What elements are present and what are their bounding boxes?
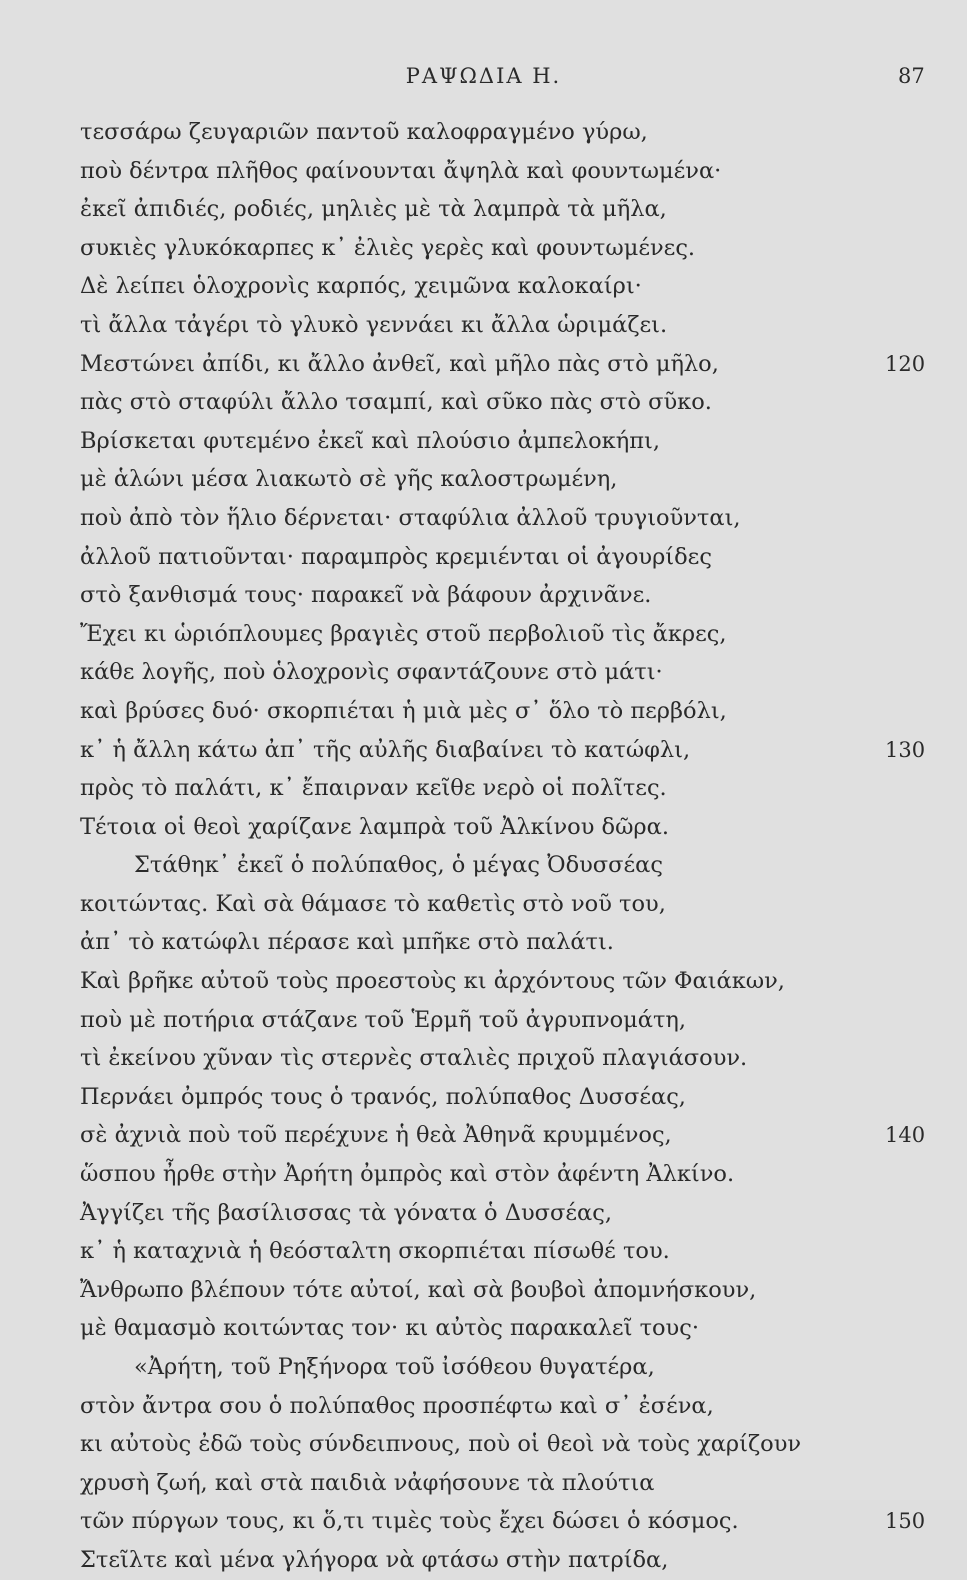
verse-text: στὸ ξανθισμά τους· παρακεῖ νὰ βάφουν ἀρχινᾶνε. (80, 582, 652, 609)
verse-line (0, 692, 967, 731)
verse-text: ὥσπου ἦρθε στὴν Ἀρήτη ὀμπρὸς καὶ στὸν ἀφέντη Ἀλκίνο. (80, 1161, 735, 1188)
verse-text: κ᾿ ἡ ἄλλη κάτω ἀπ᾿ τῆς αὐλῆς διαβαίνει τὸ κατώφλι, (80, 736, 691, 763)
verse-text: κ᾿ ἡ καταχνιὰ ἡ θεόσταλτη σκορπιέται πίσωθέ του. (80, 1238, 670, 1265)
verse-line (0, 923, 967, 962)
verse-text: πρὸς τὸ παλάτι, κ᾿ ἔπαιρναν κεῖθε νερὸ οἱ πολῖτες. (80, 775, 667, 802)
verse-text: Στεῖλτε καὶ μένα γλήγορα νὰ φτάσω στὴν πατρίδα, (80, 1546, 669, 1573)
verse-line (0, 306, 967, 345)
verse-text: τὶ ἄλλα τἀγέρι τὸ γλυκὸ γεννάει κι ἄλλα ὡριμάζει. (80, 311, 668, 338)
verse-line (0, 1116, 967, 1155)
verse-line (0, 846, 967, 885)
verse-line (0, 1464, 967, 1503)
verse-line (0, 576, 967, 615)
verse-line (0, 383, 967, 422)
verse-line (0, 1232, 967, 1271)
verse-line (0, 1078, 967, 1117)
verse-line (0, 1387, 967, 1426)
verse-text: Μεστώνει ἀπίδι, κι ἄλλο ἀνθεῖ, καὶ μῆλο πὰς στὸ μῆλο, (80, 350, 719, 377)
verse-text: Καὶ βρῆκε αὐτοῦ τοὺς προεστοὺς κι ἀρχόντους τῶν Φαιάκων, (80, 968, 785, 995)
verse-text: κοιτώντας. Καὶ σὰ θάμασε τὸ καθετὶς στὸ νοῦ του, (80, 890, 666, 917)
page-header (0, 62, 967, 92)
verse-line (0, 229, 967, 268)
verse-line (0, 267, 967, 306)
verse-text: «Ἀρήτη, τοῦ Ρηξήνορα τοῦ ἰσόθεου θυγατέρα, (134, 1354, 655, 1380)
page-number: 87 (898, 64, 925, 88)
verse-text: τῶν πύργων τους, κι ὅ,τι τιμὲς τοὺς ἔχει δώσει ὁ κόσμος. (80, 1508, 739, 1535)
verse-text: κι αὐτοὺς ἐδῶ τοὺς σύνδειπνους, ποὺ οἱ θεοὶ νὰ τοὺς χαρίζουν (80, 1431, 802, 1458)
verse-text: Βρίσκεται φυτεμένο ἐκεῖ καὶ πλούσιο ἀμπελοκήπι, (80, 427, 660, 454)
verse-text: τὶ ἐκείνου χῦναν τὶς στερνὲς σταλιὲς πριχοῦ πλαγιάσουν. (80, 1045, 748, 1072)
verse-line (0, 885, 967, 924)
line-number: 120 (885, 351, 926, 376)
verse-text: Ἔχει κι ὡριόπλουμες βραγιὲς στοῦ περβολιοῦ τὶς ἄκρες, (80, 620, 727, 647)
verse-line (0, 1194, 967, 1233)
verse-line (0, 422, 967, 461)
verse-line (0, 190, 967, 229)
verse-text: πὰς στὸ σταφύλι ἄλλο τσαμπί, καὶ σῦκο πὰς στὸ σῦκο. (80, 389, 712, 416)
verse-text: Τέτοια οἱ θεοὶ χαρίζανε λαμπρὰ τοῦ Ἀλκίνου δῶρα. (80, 813, 669, 840)
verse-line (0, 962, 967, 1001)
verse-text: ποὺ δέντρα πλῆθος φαίνουνται ἄψηλὰ καὶ φουντωμένα· (80, 157, 722, 184)
verse-text: Δὲ λείπει ὁλοχρονὶς καρπός, χειμῶνα καλοκαίρι· (80, 273, 642, 300)
verse-line (0, 1271, 967, 1310)
verse-line (0, 615, 967, 654)
verse-text: καὶ βρύσες δυό· σκορπιέται ἡ μιὰ μὲς σ᾿ ὅλο τὸ περβόλι, (80, 697, 727, 724)
verse-text: κάθε λογῆς, ποὺ ὁλοχρονὶς σφαντάζουνε στὸ μάτι· (80, 659, 663, 686)
verse-text: Ἄνθρωπο βλέπουν τότε αὐτοί, καὶ σὰ βουβοὶ ἀπομνήσκουν, (80, 1276, 757, 1303)
line-number: 130 (885, 737, 926, 762)
verse-text: χρυσὴ ζωή, καὶ στὰ παιδιὰ νἀφήσουνε τὰ πλούτια (80, 1469, 655, 1496)
verse-line (0, 1348, 967, 1387)
verse-text: ποὺ μὲ ποτήρια στάζανε τοῦ Ἑρμῆ τοῦ ἀγρυπνομάτη, (80, 1006, 687, 1033)
verse-line (0, 1541, 967, 1580)
verse-text: ποὺ ἀπὸ τὸν ἥλιο δέρνεται· σταφύλια ἀλλοῦ τρυγιοῦνται, (80, 504, 741, 531)
verse-text: στὸν ἄντρα σου ὁ πολύπαθος προσπέφτω καὶ σ᾿ ἐσένα, (80, 1392, 714, 1419)
poem-text (0, 113, 967, 1580)
verse-line (0, 538, 967, 577)
verse-text: ἀλλοῦ πατιοῦνται· παραμπρὸς κρεμιένται οἱ ἀγουρίδες (80, 543, 712, 570)
running-title: ΡΑΨΩΔΙΑ Η. (405, 64, 562, 88)
verse-line (0, 1425, 967, 1464)
verse-line (0, 653, 967, 692)
verse-line (0, 460, 967, 499)
verse-text: Στάθηκ᾿ ἐκεῖ ὁ πολύπαθος, ὁ μέγας Ὀδυσσέας (134, 852, 663, 879)
line-number: 140 (885, 1123, 926, 1148)
verse-line (0, 113, 967, 152)
verse-text: τεσσάρω ζευγαριῶν παντοῦ καλοφραγμένο γύρω, (80, 119, 648, 145)
verse-line (0, 1309, 967, 1348)
verse-line (0, 1039, 967, 1078)
verse-text: Ἀγγίζει τῆς βασίλισσας τὰ γόνατα ὁ Δυσσέας, (80, 1199, 613, 1226)
line-number: 150 (885, 1509, 926, 1534)
verse-line (0, 152, 967, 191)
verse-line (0, 808, 967, 847)
verse-line (0, 1502, 967, 1541)
verse-line (0, 499, 967, 538)
verse-text: Περνάει ὀμπρός τους ὁ τρανός, πολύπαθος Δυσσέας, (80, 1083, 686, 1110)
verse-text: συκιὲς γλυκόκαρπες κ᾿ ἐλιὲς γερὲς καὶ φουντωμένες. (80, 234, 696, 261)
verse-text: σὲ ἀχνιὰ ποὺ τοῦ περέχυνε ἡ θεὰ Ἀθηνᾶ κρυμμένος, (80, 1122, 672, 1149)
verse-text: μὲ θαμασμὸ κοιτώντας τον· κι αὐτὸς παρακαλεῖ τους· (80, 1315, 699, 1342)
verse-text: ἐκεῖ ἀπιδιές, ροδιές, μηλιὲς μὲ τὰ λαμπρὰ τὰ μῆλα, (80, 196, 667, 223)
verse-text: ἀπ᾿ τὸ κατώφλι πέρασε καὶ μπῆκε στὸ παλάτι. (80, 929, 614, 956)
verse-line (0, 1001, 967, 1040)
verse-line (0, 731, 967, 770)
verse-text: μὲ ἁλώνι μέσα λιακωτὸ σὲ γῆς καλοστρωμένη, (80, 466, 618, 493)
verse-line (0, 345, 967, 384)
verse-line (0, 1155, 967, 1194)
verse-line (0, 769, 967, 808)
